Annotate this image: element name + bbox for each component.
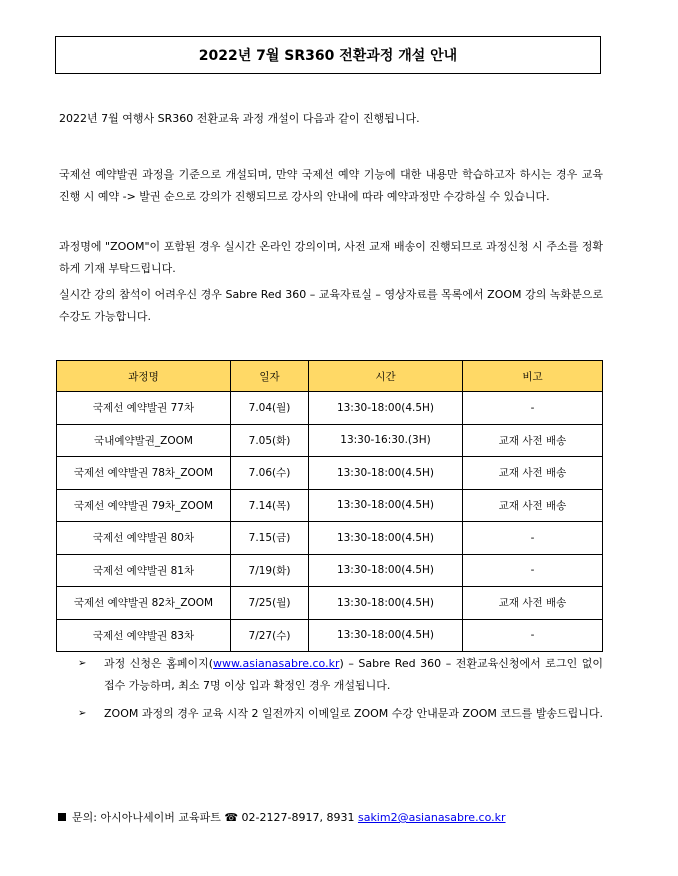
paragraph-course-basis: 국제선 예약발권 과정을 기준으로 개설되며, 만약 국제선 예약 기능에 대한 내용만 학습하고자 하시는 경우 교육 진행 시 예약 -> 발권 순으로 강의가 진행되므로 강사의 안내에 따라 예약과정만 수강하실 수 있습니다. — [59, 168, 603, 203]
cell-remarks: - — [463, 392, 603, 425]
document-title — [55, 36, 601, 74]
cell-course-name: 국제선 예약발권 80차 — [57, 522, 231, 555]
cell-course-name: 국제선 예약발권 81차 — [57, 554, 231, 587]
note-registration-suffix: ) – Sabre Red 360 – 전환교육신청에서 로그인 없이 접수 가능하며, 최소 7명 이상 입과 확정인 경우 개설됩니다. — [104, 657, 603, 692]
cell-remarks: - — [463, 554, 603, 587]
cell-course-name: 국제선 예약발권 78차_ZOOM — [57, 457, 231, 490]
cell-time: 13:30-18:00(4.5H) — [309, 619, 463, 652]
header-date: 일자 — [231, 361, 309, 392]
note-registration-text — [104, 653, 603, 697]
cell-time: 13:30-18:00(4.5H) — [309, 522, 463, 555]
cell-time: 13:30-18:00(4.5H) — [309, 587, 463, 620]
cell-date: 7.06(수) — [231, 457, 309, 490]
square-bullet-icon — [58, 813, 66, 821]
table-row — [57, 424, 603, 457]
contact-footer — [58, 809, 506, 827]
contact-label: 문의: 아시아나세이버 교육파트 — [72, 811, 221, 824]
cell-date: 7/19(화) — [231, 554, 309, 587]
cell-time: 13:30-18:00(4.5H) — [309, 489, 463, 522]
document-title-text: 2022년 7월 SR360 전환과정 개설 안내 — [198, 48, 458, 64]
cell-remarks: 교재 사전 배송 — [463, 424, 603, 457]
cell-date: 7.15(금) — [231, 522, 309, 555]
cell-date: 7/25(월) — [231, 587, 309, 620]
homepage-link[interactable]: www.asianasabre.co.kr — [213, 657, 340, 670]
cell-time: 13:30-18:00(4.5H) — [309, 457, 463, 490]
header-remarks: 비고 — [463, 361, 603, 392]
table-row — [57, 587, 603, 620]
cell-remarks: - — [463, 619, 603, 652]
cell-course-name: 국제선 예약발권 83차 — [57, 619, 231, 652]
table-header-row — [57, 361, 603, 392]
header-course-name: 과정명 — [57, 361, 231, 392]
contact-phone: 02-2127-8917, 8931 — [241, 811, 355, 824]
table-row — [57, 619, 603, 652]
cell-date: 7/27(수) — [231, 619, 309, 652]
cell-course-name: 국제선 예약발권 77차 — [57, 392, 231, 425]
table-row — [57, 489, 603, 522]
schedule-table — [56, 360, 603, 652]
note-registration-prefix: 과정 신청은 홈페이지( — [104, 657, 214, 670]
table-row — [57, 554, 603, 587]
table-row — [57, 392, 603, 425]
contact-email-link[interactable]: sakim2@asianasabre.co.kr — [357, 811, 506, 824]
table-row — [57, 457, 603, 490]
cell-date: 7.14(목) — [231, 489, 309, 522]
arrow-bullet-icon: ➢ — [78, 708, 87, 719]
cell-remarks: 교재 사전 배송 — [463, 457, 603, 490]
intro-paragraph: 2022년 7월 여행사 SR360 전환교육 과정 개설이 다음과 같이 진행됩니다. — [59, 112, 420, 125]
cell-date: 7.05(화) — [231, 424, 309, 457]
note-registration — [78, 653, 603, 697]
cell-time: 13:30-16:30.(3H) — [309, 424, 463, 457]
arrow-bullet-icon: ➢ — [78, 658, 87, 669]
cell-remarks: 교재 사전 배송 — [463, 587, 603, 620]
phone-icon: ☎ — [224, 811, 239, 824]
cell-time: 13:30-18:00(4.5H) — [309, 554, 463, 587]
cell-course-name: 국제선 예약발권 79차_ZOOM — [57, 489, 231, 522]
cell-date: 7.04(월) — [231, 392, 309, 425]
cell-remarks: - — [463, 522, 603, 555]
note-zoom-email-text: ZOOM 과정의 경우 교육 시작 2 일전까지 이메일로 ZOOM 수강 안내문과 ZOOM 코드를 발송드립니다. — [104, 707, 604, 720]
cell-time: 13:30-18:00(4.5H) — [309, 392, 463, 425]
note-zoom-email — [78, 703, 603, 725]
paragraph-recording: 실시간 강의 참석이 어려우신 경우 Sabre Red 360 – 교육자료실 – 영상자료를 목록에서 ZOOM 강의 녹화분으로 수강도 가능합니다. — [59, 288, 603, 323]
cell-remarks: 교재 사전 배송 — [463, 489, 603, 522]
cell-course-name: 국제선 예약발권 82차_ZOOM — [57, 587, 231, 620]
paragraph-zoom-notice: 과정명에 "ZOOM"이 포함된 경우 실시간 온라인 강의이며, 사전 교재 배송이 진행되므로 과정신청 시 주소를 정확하게 기재 부탁드립니다. — [59, 240, 603, 275]
cell-course-name: 국내예약발권_ZOOM — [57, 424, 231, 457]
header-time: 시간 — [309, 361, 463, 392]
table-row — [57, 522, 603, 555]
